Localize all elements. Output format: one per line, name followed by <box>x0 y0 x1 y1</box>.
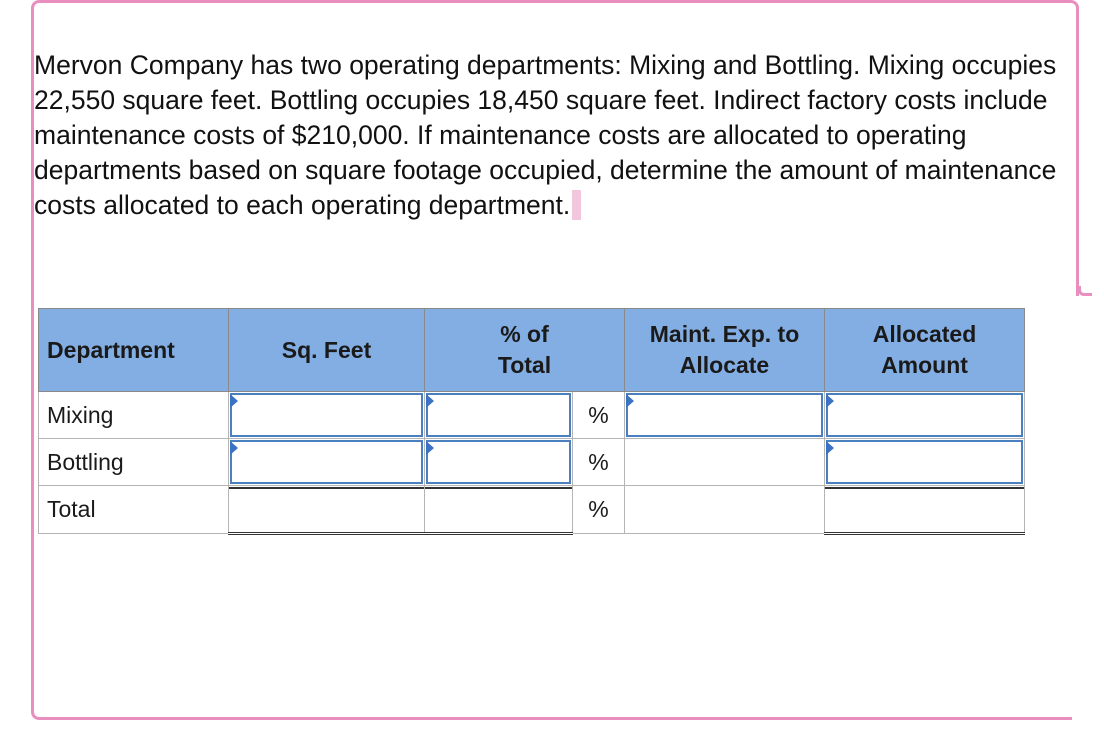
bottling-allocated-cell <box>825 439 1025 486</box>
input-flag-icon <box>626 394 634 408</box>
bottling-pct-input[interactable] <box>426 440 571 484</box>
bottling-pct-symbol: % <box>573 439 625 486</box>
total-maint-exp-cell <box>625 486 825 534</box>
row-label-total: Total <box>39 486 229 534</box>
problem-text: Mervon Company has two operating departments: Mixing and Bottling. Mixing occupies 22,550 square feet. Bottling occupies 18,450 square feet. Indirect factory costs include maintenance costs of $210,000. If maintenance costs are allocated to operating departments based on square footage occupied, determine the amount of maintenance costs allocated to each operating department. <box>34 50 1057 220</box>
table-row-total <box>39 486 1025 534</box>
mixing-pct-symbol: % <box>573 392 625 439</box>
header-maint-exp: Maint. Exp. to Allocate <box>625 309 825 392</box>
total-pct-cell <box>425 486 573 534</box>
frame-hook <box>1078 286 1092 296</box>
mixing-allocated-cell <box>825 392 1025 439</box>
input-flag-icon <box>826 394 834 408</box>
input-flag-icon <box>230 441 238 455</box>
total-pct-symbol: % <box>573 486 625 534</box>
header-row <box>39 309 1025 392</box>
table-row-mixing <box>39 392 1025 439</box>
mixing-sq-feet-cell <box>229 392 425 439</box>
maint-exp-input[interactable] <box>626 393 823 437</box>
input-flag-icon <box>426 441 434 455</box>
mixing-allocated-input[interactable] <box>826 393 1023 437</box>
bottling-sq-feet-cell <box>229 439 425 486</box>
row-label-mixing: Mixing <box>39 392 229 439</box>
mixing-sq-feet-input[interactable] <box>230 393 423 437</box>
maint-exp-cell <box>625 392 825 439</box>
mixing-pct-cell <box>425 392 573 439</box>
input-flag-icon <box>230 394 238 408</box>
mixing-pct-input[interactable] <box>426 393 571 437</box>
text-cursor <box>572 190 581 220</box>
bottling-sq-feet-input[interactable] <box>230 440 423 484</box>
frame-gap <box>1072 296 1092 736</box>
input-flag-icon <box>826 441 834 455</box>
total-allocated-cell <box>825 486 1025 534</box>
header-department: Department <box>39 309 229 392</box>
header-allocated-amount: Allocated Amount <box>825 309 1025 392</box>
total-sq-feet-cell <box>229 486 425 534</box>
input-flag-icon <box>426 394 434 408</box>
row-label-bottling: Bottling <box>39 439 229 486</box>
header-sq-feet: Sq. Feet <box>229 309 425 392</box>
header-pct-of-total: % of Total <box>425 309 625 392</box>
table-row-bottling <box>39 439 1025 486</box>
bottling-pct-cell <box>425 439 573 486</box>
bottling-maint-exp-cell <box>625 439 825 486</box>
bottling-allocated-input[interactable] <box>826 440 1023 484</box>
allocation-table <box>38 308 1025 535</box>
